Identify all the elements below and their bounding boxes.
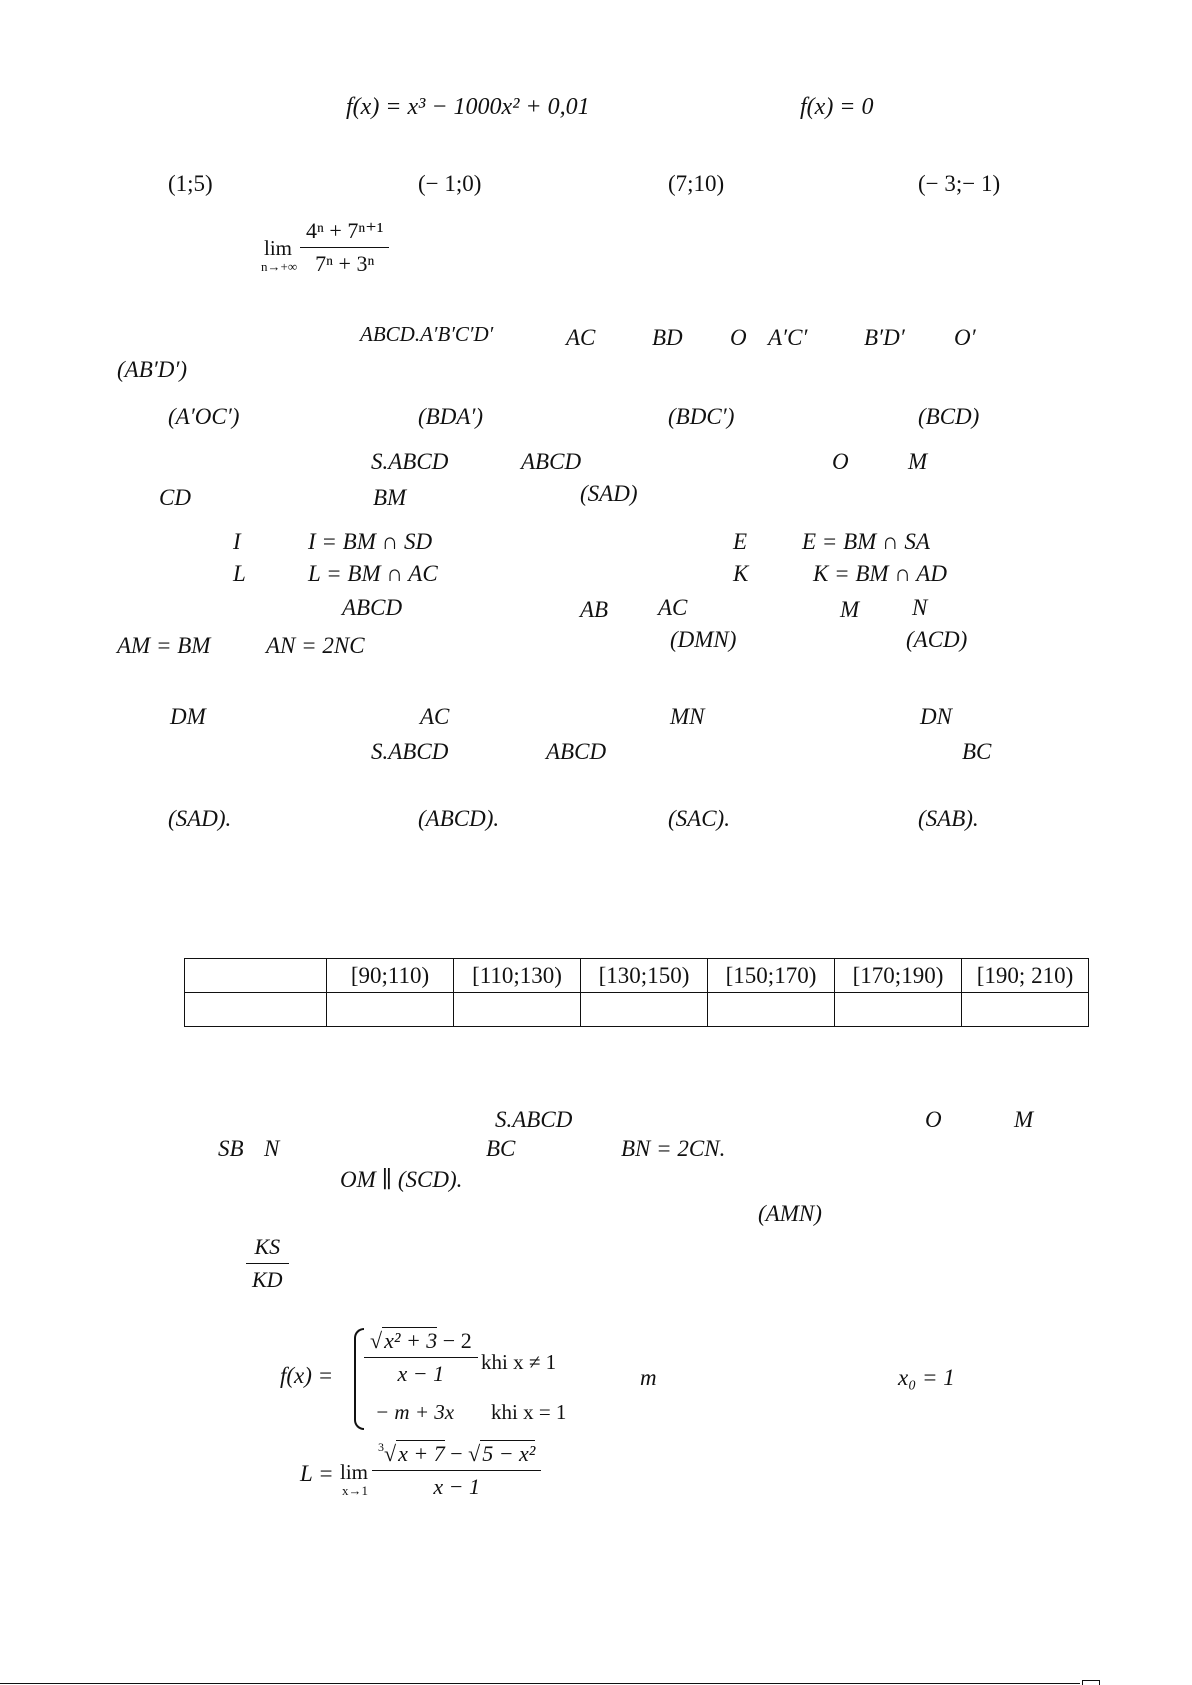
- pyr1-m: M: [908, 449, 928, 474]
- piecewise-brace: [354, 1328, 364, 1430]
- pyr3-plane-amn: (AMN): [758, 1201, 822, 1226]
- option-c: (7;10): [668, 171, 725, 196]
- table-cell: [170;190): [835, 959, 962, 993]
- prism-option-b: (BDA′): [418, 404, 484, 429]
- table-cell: [962, 993, 1089, 1027]
- tetra-n: N: [912, 595, 928, 620]
- pyr1-o: O: [832, 449, 849, 474]
- pyr3-bn-cn: BN = 2CN.: [621, 1136, 726, 1161]
- table-cell: [708, 993, 835, 1027]
- ratio-numerator: KS: [254, 1234, 281, 1259]
- tetra-am-bm: AM = BM: [117, 633, 211, 658]
- limit-numerator: 4ⁿ + 7ⁿ⁺¹: [306, 218, 384, 243]
- limit-label: lim: [264, 236, 293, 260]
- pyr2-option-a: (SAD).: [168, 806, 232, 831]
- pyr2-name: S.ABCD: [371, 739, 449, 764]
- prism-option-d: (BCD): [918, 404, 980, 429]
- table-cell: [327, 993, 454, 1027]
- table-header-row: [185, 959, 1089, 993]
- table-cell: [190; 210): [962, 959, 1089, 993]
- piecewise-case1-fraction: [364, 1328, 478, 1387]
- pyr3-o: O: [925, 1107, 942, 1132]
- table-cell: [90;110): [327, 959, 454, 993]
- prism-option-a: (A′OC′): [168, 404, 240, 429]
- tetra-ac: AC: [658, 595, 688, 620]
- ratio-denominator: KD: [252, 1267, 283, 1292]
- pyr1-cd: CD: [159, 485, 191, 510]
- tetra-option-a: DM: [170, 704, 206, 729]
- pyr3-bc: BC: [486, 1136, 516, 1161]
- tetra-ab: AB: [580, 597, 609, 622]
- table-cell: [185, 993, 327, 1027]
- limit-L-lim: lim: [340, 1460, 369, 1484]
- table-cell: [185, 959, 327, 993]
- limit-subscript: n→+∞: [261, 259, 298, 274]
- tetra-option-c: MN: [670, 704, 705, 729]
- case1-denominator: x − 1: [397, 1361, 445, 1386]
- pyr1-opt-a-def: I = BM ∩ SD: [308, 529, 433, 554]
- pyr1-opt-a-point: I: [233, 529, 241, 554]
- pyr2-option-c: (SAC).: [668, 806, 730, 831]
- piecewise-f: f(x) =: [280, 1363, 334, 1388]
- pyr3-sb: SB: [218, 1136, 244, 1161]
- pyr2-bc: BC: [962, 739, 992, 764]
- square-root-term: 5 − x²: [482, 1441, 536, 1466]
- piecewise-x0: x₀ = 1: [898, 1365, 955, 1390]
- limit-L-fraction: [372, 1440, 541, 1500]
- limit-L-sub: x→1: [342, 1483, 368, 1498]
- pyr1-opt-b-def: E = BM ∩ SA: [802, 529, 930, 554]
- frequency-table: [184, 958, 1089, 1027]
- pyr2-option-d: (SAB).: [918, 806, 979, 831]
- table-row: [185, 993, 1089, 1027]
- tetra-m: M: [840, 597, 860, 622]
- tetra-plane-acd: (ACD): [906, 627, 968, 652]
- case1-num-tail: − 2: [442, 1328, 472, 1353]
- pyr2-option-b: (ABCD).: [418, 806, 500, 831]
- pyr1-opt-c-point: L: [233, 561, 246, 586]
- tetra-plane-dmn: (DMN): [670, 627, 737, 652]
- pyr3-parallel: OM ∥ (SCD).: [340, 1167, 463, 1192]
- tetra-option-d: DN: [920, 704, 952, 729]
- poly-equation: f(x) = 0: [800, 94, 874, 120]
- limit-L-numerator: $^3$√x + 7 − √5 − x²: [378, 1440, 536, 1466]
- option-a: (1;5): [168, 171, 213, 196]
- table-cell: [130;150): [581, 959, 708, 993]
- cube-root-term: x + 7: [398, 1441, 445, 1466]
- prism-b1d1: B′D′: [864, 325, 905, 350]
- option-b: (− 1;0): [418, 171, 482, 196]
- pyr1-base: ABCD: [521, 449, 582, 474]
- table-cell: [110;130): [454, 959, 581, 993]
- option-d: (− 3;− 1): [918, 171, 1001, 196]
- prism-bd: BD: [652, 325, 683, 350]
- prism-name: ABCD.A′B′C′D′: [360, 322, 494, 346]
- prism-o1: O′: [954, 325, 976, 350]
- pyr3-m: M: [1014, 1107, 1034, 1132]
- case1-sqrt: x² + 3: [384, 1328, 438, 1353]
- limit-fraction: [300, 218, 389, 277]
- pyr1-opt-b-point: E: [733, 529, 748, 554]
- pyr3-n: N: [264, 1136, 280, 1161]
- case2-condition: khi x = 1: [491, 1400, 567, 1424]
- prism-a1c1: A′C′: [768, 325, 808, 350]
- footer-rule: [0, 1683, 1080, 1684]
- tetra-option-b: AC: [420, 704, 450, 729]
- poly-function: f(x) = x³ − 1000x² + 0,01: [346, 94, 590, 120]
- prism-plane: (AB′D′): [117, 357, 188, 382]
- prism-option-c: (BDC′): [668, 404, 735, 429]
- pyr3-name: S.ABCD: [495, 1107, 573, 1132]
- case2-expression: − m + 3x: [375, 1400, 455, 1424]
- table-cell: [454, 993, 581, 1027]
- table-cell: [150;170): [708, 959, 835, 993]
- limit-denominator: 7ⁿ + 3ⁿ: [315, 251, 375, 276]
- pyr1-opt-c-def: L = BM ∩ AC: [308, 561, 438, 586]
- pyr1-bm: BM: [373, 485, 407, 510]
- pyr1-name: S.ABCD: [371, 449, 449, 474]
- pyr1-opt-d-def: K = BM ∩ AD: [813, 561, 947, 586]
- limit-L-denominator: x − 1: [433, 1474, 481, 1499]
- prism-o: O: [730, 325, 747, 350]
- case1-condition: khi x ≠ 1: [481, 1350, 557, 1374]
- case1-numerator: √x² + 3 − 2: [370, 1328, 472, 1353]
- table-cell: [835, 993, 962, 1027]
- pyr2-base: ABCD: [546, 739, 607, 764]
- table-cell: [581, 993, 708, 1027]
- pyr3-ratio: [246, 1234, 289, 1293]
- piecewise-m: m: [640, 1365, 657, 1390]
- pyr1-plane: (SAD): [580, 481, 638, 506]
- footer-mark: [1082, 1680, 1100, 1685]
- limit-L-label: L =: [300, 1461, 334, 1486]
- prism-ac: AC: [566, 325, 596, 350]
- pyr1-opt-d-point: K: [733, 561, 749, 586]
- tetra-an-nc: AN = 2NC: [266, 633, 365, 658]
- tetra-name: ABCD: [342, 595, 403, 620]
